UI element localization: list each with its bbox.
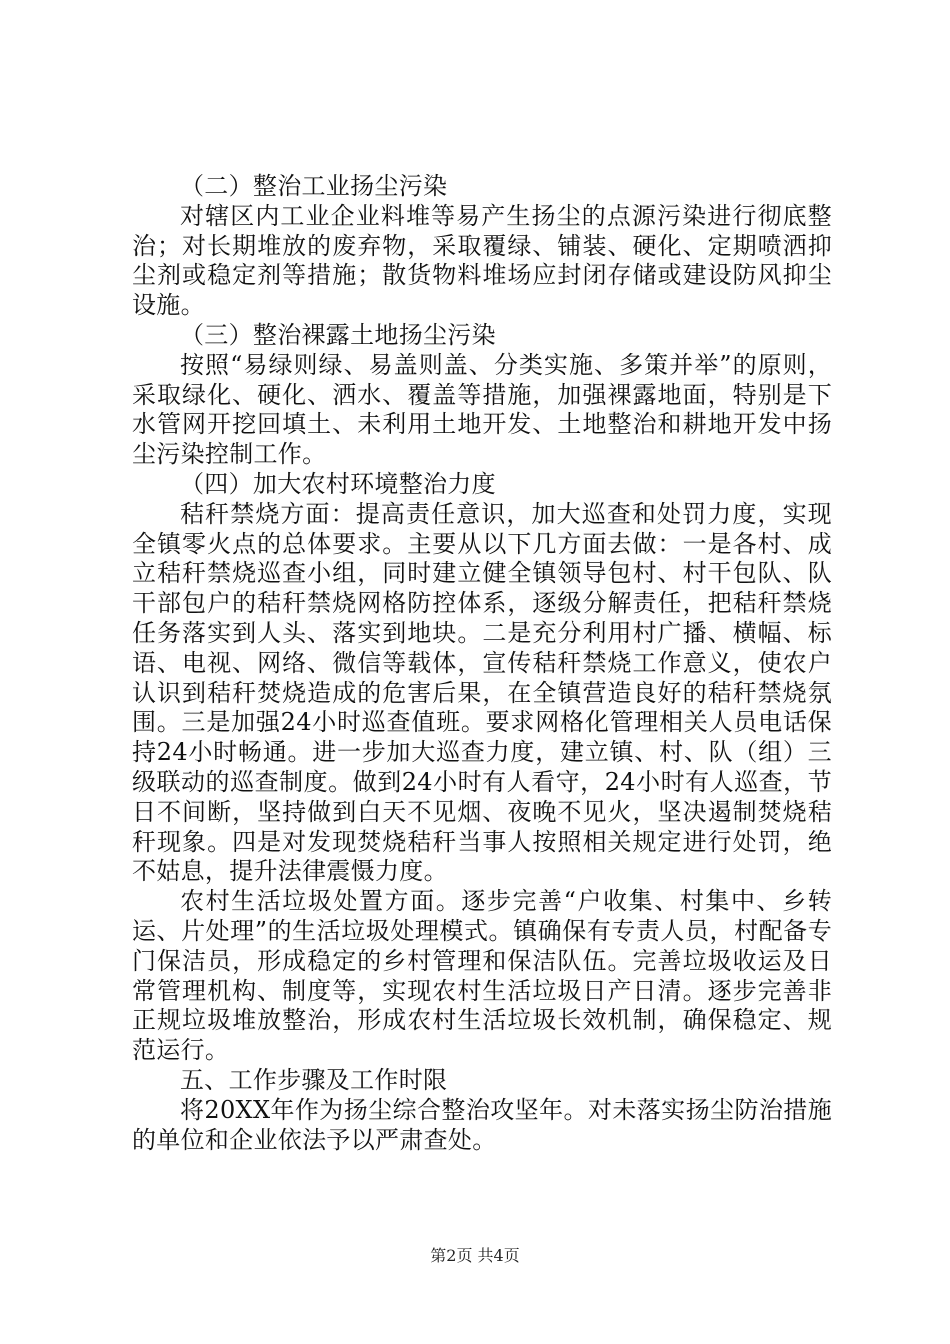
section-heading-industrial-dust: （二）整治工业扬尘污染 (180, 172, 448, 200)
paragraph-industrial-dust: 对辖区内工业企业料堆等易产生扬尘的点源污染进行彻底整治；对长期堆放的废弃物，采取覆绿、铺装、硬化、定期喷洒抑尘剂或稳定剂等措施；散货物料堆场应封闭存储或建设防风抑尘设施。 (132, 201, 832, 320)
paragraph-rural-garbage: 农村生活垃圾处置方面。逐步完善“户收集、村集中、乡转运、片处理”的生活垃圾处理模式。镇确保有专责人员，村配备专门保洁员，形成稳定的乡村管理和保洁队伍。完善垃圾收运及日常管理机构、制度等，实现农村生活垃圾日产日清。逐步完善非正规垃圾堆放整治，形成农村生活垃圾长效机制，确保稳定、规范运行。 (132, 887, 832, 1065)
paragraph-bare-land-dust: 按照“易绿则绿、易盖则盖、分类实施、多策并举”的原则，采取绿化、硬化、洒水、覆盖等措施，加强裸露地面，特别是下水管网开挖回填土、未利用土地开发、土地整治和耕地开发中扬尘污染控制工作。 (132, 350, 832, 469)
section-heading-bare-land-dust: （三）整治裸露土地扬尘污染 (180, 320, 496, 349)
paragraph-straw-burning: 秸秆禁烧方面：提高责任意识，加大巡查和处罚力度，实现全镇零火点的总体要求。主要从以下几方面去做：一是各村、成立秸秆禁烧巡查小组，同时建立健全镇领导包村、村干包队、队干部包户的秸秆禁烧网格防控体系，逐级分解责任，把秸秆禁烧任务落实到人头、落实到地块。二是充分利用村广播、横幅、标语、电视、网络、微信等载体，宣传秸秆禁烧工作意义，使农户认识到秸秆焚烧造成的危害后果，在全镇营造良好的秸秆禁烧氛围。三是加强24小时巡查值班。要求网格化管理相关人员电话保持24小时畅通。进一步加大巡查力度，建立镇、村、队（组）三级联动的巡查制度。做到24小时有人看守，24小时有人巡查，节日不间断，坚持做到白天不见烟、夜晚不见火，坚决遏制焚烧秸秆现象。四是对发现焚烧秸秆当事人按照相关规定进行处罚，绝不姑息，提升法律震慑力度。 (132, 499, 832, 886)
page-number-footer: 第2页 共4页 (430, 1246, 520, 1265)
document-body (132, 172, 832, 1155)
section-heading-work-steps: 五、工作步骤及工作时限 (180, 1065, 448, 1094)
paragraph-work-steps: 将20XX年作为扬尘综合整治攻坚年。对未落实扬尘防治措施的单位和企业依法予以严肃查处。 (132, 1095, 832, 1154)
section-heading-rural-environment: （四）加大农村环境整治力度 (180, 469, 496, 498)
